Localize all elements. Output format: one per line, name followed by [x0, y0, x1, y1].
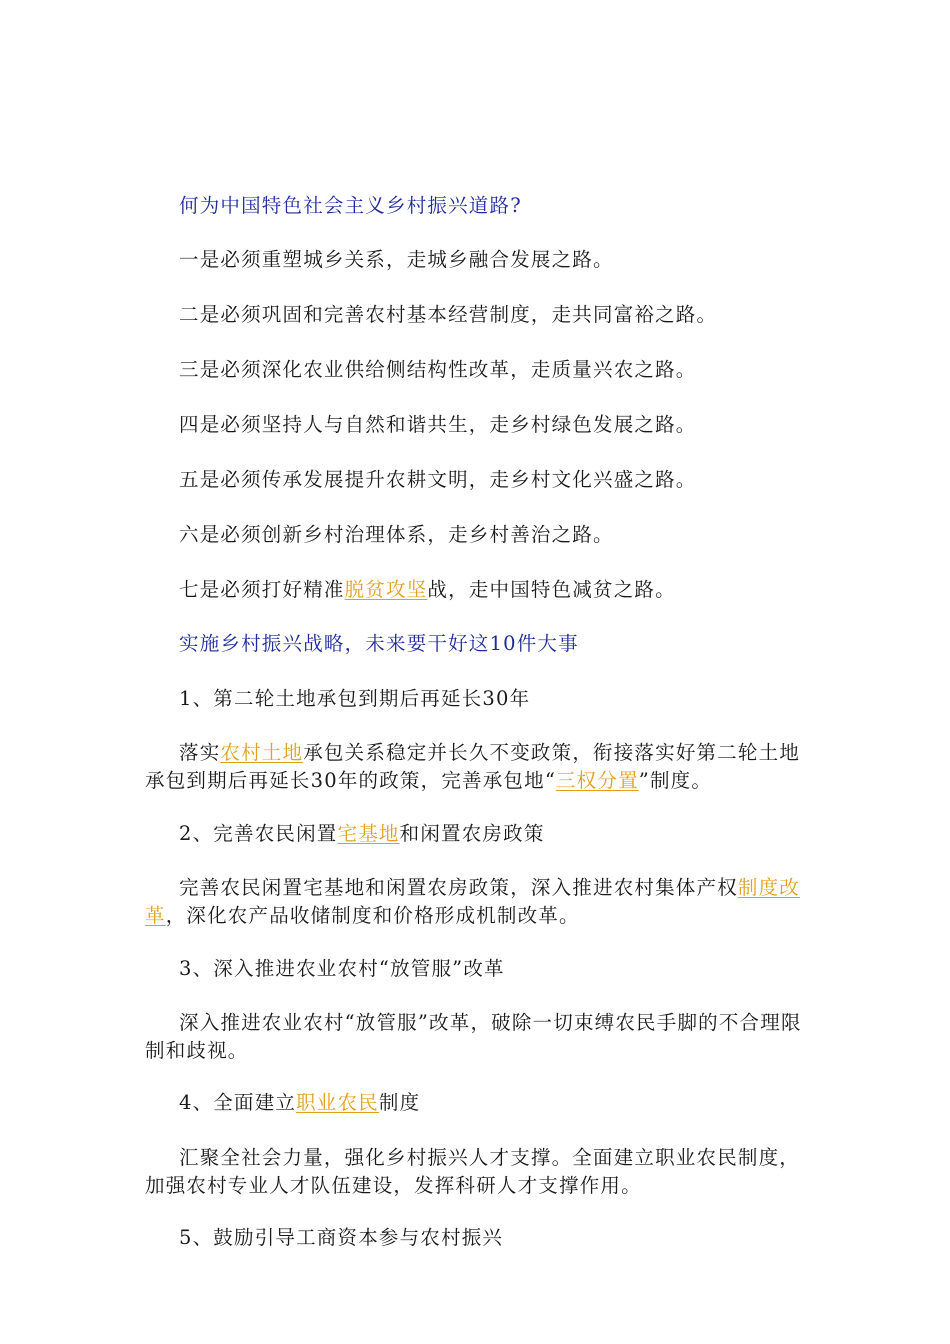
road-6: 六是必须创新乡村治理体系，走乡村善治之路。: [179, 523, 614, 546]
item-1-body-mid: 承包关系稳定并长久不变政策，衔接落实好第二轮土地承包到期后再延长30年的政策，完善承包地“: [145, 741, 801, 792]
item-1-body: [145, 739, 810, 795]
road-4: 四是必须坚持人与自然和谐共生，走乡村绿色发展之路。: [179, 413, 697, 436]
road-7-pre: 七是必须打好精准: [179, 578, 345, 601]
item-3-title: 3、深入推进农业农村“放管服”改革: [179, 957, 505, 980]
item-1-body-pre: 落实: [179, 741, 221, 764]
item-2-body-post: ，深化农产品收储制度和价格形成机制改革。: [165, 904, 580, 927]
heading-ten-tasks: 实施乡村振兴战略，未来要干好这10件大事: [179, 632, 579, 655]
item-1-body-post: ”制度。: [638, 769, 713, 792]
link-three-rights[interactable]: 三权分置: [555, 769, 639, 792]
road-5: 五是必须传承发展提升农耕文明，走乡村文化兴盛之路。: [179, 468, 697, 491]
item-5-title: 5、鼓励引导工商资本参与农村振兴: [179, 1226, 504, 1249]
road-1: 一是必须重塑城乡关系，走城乡融合发展之路。: [179, 248, 614, 271]
road-7: [145, 576, 810, 604]
link-rural-land[interactable]: 农村土地: [220, 741, 304, 764]
road-3: 三是必须深化农业供给侧结构性改革，走质量兴农之路。: [179, 358, 697, 381]
item-4-title: [145, 1089, 810, 1117]
link-system-reform[interactable]: 制度改革: [145, 876, 801, 927]
heading-rural-revitalization-road: 何为中国特色社会主义乡村振兴道路?: [179, 194, 522, 217]
road-7-post: 战，走中国特色减贫之路。: [427, 578, 676, 601]
link-homestead[interactable]: 宅基地: [337, 822, 400, 845]
item-3-body: 深入推进农业农村“放管服”改革，破除一切束缚农民手脚的不合理限制和歧视。: [145, 1011, 802, 1062]
road-2: 二是必须巩固和完善农村基本经营制度，走共同富裕之路。: [179, 303, 718, 326]
item-2-title-pre: 2、完善农民闲置: [179, 822, 338, 845]
item-2-body-pre: 完善农民闲置宅基地和闲置农房政策，深入推进农村集体产权: [179, 876, 738, 899]
item-4-title-post: 制度: [378, 1091, 421, 1114]
item-4-title-pre: 4、全面建立: [179, 1091, 297, 1114]
item-2-title: [145, 820, 810, 848]
link-professional-farmers[interactable]: 职业农民: [296, 1091, 379, 1114]
item-2-body: [145, 874, 810, 930]
item-2-title-post: 和闲置农房政策: [399, 822, 545, 845]
item-1-title: 1、第二轮土地承包到期后再延长30年: [179, 687, 531, 710]
link-poverty-alleviation[interactable]: 脱贫攻坚: [344, 578, 428, 601]
item-4-body: 汇聚全社会力量，强化乡村振兴人才支撑。全面建立职业农民制度，加强农村专业人才队伍建设，发挥科研人才支撑作用。: [145, 1146, 801, 1197]
